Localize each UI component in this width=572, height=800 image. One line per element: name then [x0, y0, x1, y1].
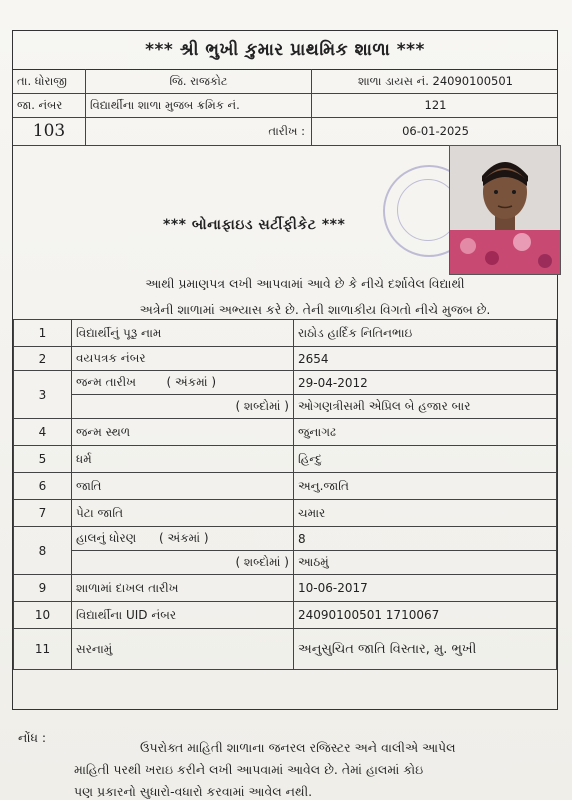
- table-row: [14, 419, 557, 446]
- table-row: [14, 575, 557, 602]
- note-line-3: પણ પ્રકારનો સુધારો-વધારો કરવામાં આવેલ નથી.: [74, 784, 313, 799]
- certificate-heading-area: [13, 145, 557, 320]
- row-number: 7: [14, 500, 72, 527]
- header-row-3: [13, 117, 557, 146]
- row-label: ( શબ્દોમાં ): [72, 551, 294, 575]
- intro-line-1: આથી પ્રમાણપત્ર લખી આપવામાં આવે છે કે નીચે દર્શાવેલ વિદ્યાથી: [145, 276, 465, 291]
- table-row: [14, 551, 557, 575]
- row-value: આઠમું: [294, 551, 557, 575]
- table-row: [14, 527, 557, 551]
- header-row-2: [13, 93, 557, 118]
- date-label: તારીખ :: [85, 117, 311, 145]
- table-row: [14, 320, 557, 347]
- row-value: 24090100501 1710067: [294, 602, 557, 629]
- table-row: [14, 500, 557, 527]
- row-number: 1: [14, 320, 72, 347]
- row-number: 10: [14, 602, 72, 629]
- row-label: સરનામું: [72, 629, 294, 670]
- row-label: વયપત્રક નંબર: [72, 347, 294, 371]
- certificate-title: *** બોનાફાઇડ સર્ટીફીકેટ ***: [163, 217, 346, 233]
- row-label: શાળામાં દાખલ તારીખ: [72, 575, 294, 602]
- certificate-sheet: [12, 30, 558, 710]
- row-label: જન્મ તારીખ ( અંકમાં ): [72, 371, 294, 395]
- row-number: 11: [14, 629, 72, 670]
- table-row: [14, 602, 557, 629]
- row-label: પેટા જાતિ: [72, 500, 294, 527]
- dise-number: શાળા ડાયસ નં. 24090100501: [311, 69, 559, 93]
- row-value: 29-04-2012: [294, 371, 557, 395]
- date-value: 06-01-2025: [311, 117, 559, 145]
- jano-label: જા. નંબર: [17, 97, 63, 112]
- row-value: હિન્દુ: [294, 446, 557, 473]
- intro-line-2: અત્રેની શાળામાં અભ્યાસ કરે છે. તેની શાળાકીય વિગતો નીચે મુજબ છે.: [139, 302, 491, 317]
- district-label: જિ. રાજકોટ: [85, 69, 311, 93]
- taluka-label: તા. ધોરાજી: [17, 73, 67, 88]
- row-value: અનુસુચિત જાતિ વિસ્તાર, મુ. ભુખી: [294, 629, 557, 670]
- roll-label: વિદ્યાર્થીના શાળા મુજબ ક્રમિક નં.: [85, 93, 311, 117]
- certificate-intro: [13, 271, 557, 323]
- roll-value: 121: [311, 93, 559, 117]
- row-label: જાતિ: [72, 473, 294, 500]
- row-value: રાઠોડ હાર્દિક નિતિનભાઇ: [294, 320, 557, 347]
- note-line-1: ઉપરોક્ત માહિતી શાળાના જનરલ રજિસ્ટર અને વાલીએ આપેલ: [140, 740, 456, 755]
- row-label: વિદ્યાર્થીનું પૂરૂ નામ: [72, 320, 294, 347]
- row-number: 2: [14, 347, 72, 371]
- row-value: જુનાગઢ: [294, 419, 557, 446]
- row-value: 10-06-2017: [294, 575, 557, 602]
- row-value: ઓગણત્રીસમી એપ્રિલ બે હજાર બાર: [294, 395, 557, 419]
- row-label: હાલનું ધોરણ ( અંકમાં ): [72, 527, 294, 551]
- row-number: 5: [14, 446, 72, 473]
- table-row: [14, 629, 557, 670]
- student-photo: [449, 145, 561, 275]
- school-title: *** શ્રી ભુખી કુમાર પ્રાથમિક શાળા ***: [13, 31, 557, 70]
- table-row: [14, 395, 557, 419]
- row-value: 2654: [294, 347, 557, 371]
- row-label: ( શબ્દોમાં ): [72, 395, 294, 419]
- table-row: [14, 473, 557, 500]
- row-number: 4: [14, 419, 72, 446]
- table-row: [14, 446, 557, 473]
- student-details-table: [13, 319, 557, 670]
- row-value: અનુ.જાતિ: [294, 473, 557, 500]
- table-row: [14, 347, 557, 371]
- row-number: 9: [14, 575, 72, 602]
- note-line-2: માહિતી પરથી ખરાઇ કરીને લખી આપવામાં આવેલ છે. તેમાં હાલમાં કોઇ: [74, 762, 424, 777]
- row-number: 3: [14, 371, 72, 419]
- student-portrait-image: [450, 146, 560, 274]
- row-label: જન્મ સ્થળ: [72, 419, 294, 446]
- note-label: નોંધ :: [18, 730, 47, 745]
- row-value: ચમાર: [294, 500, 557, 527]
- row-value: 8: [294, 527, 557, 551]
- jano-value: 103: [32, 121, 66, 141]
- row-number: 6: [14, 473, 72, 500]
- table-row: [14, 371, 557, 395]
- row-number: 8: [14, 527, 72, 575]
- header-row-1: [13, 69, 557, 94]
- row-label: વિદ્યાર્થીના UID નંબર: [72, 602, 294, 629]
- row-label: ધર્મ: [72, 446, 294, 473]
